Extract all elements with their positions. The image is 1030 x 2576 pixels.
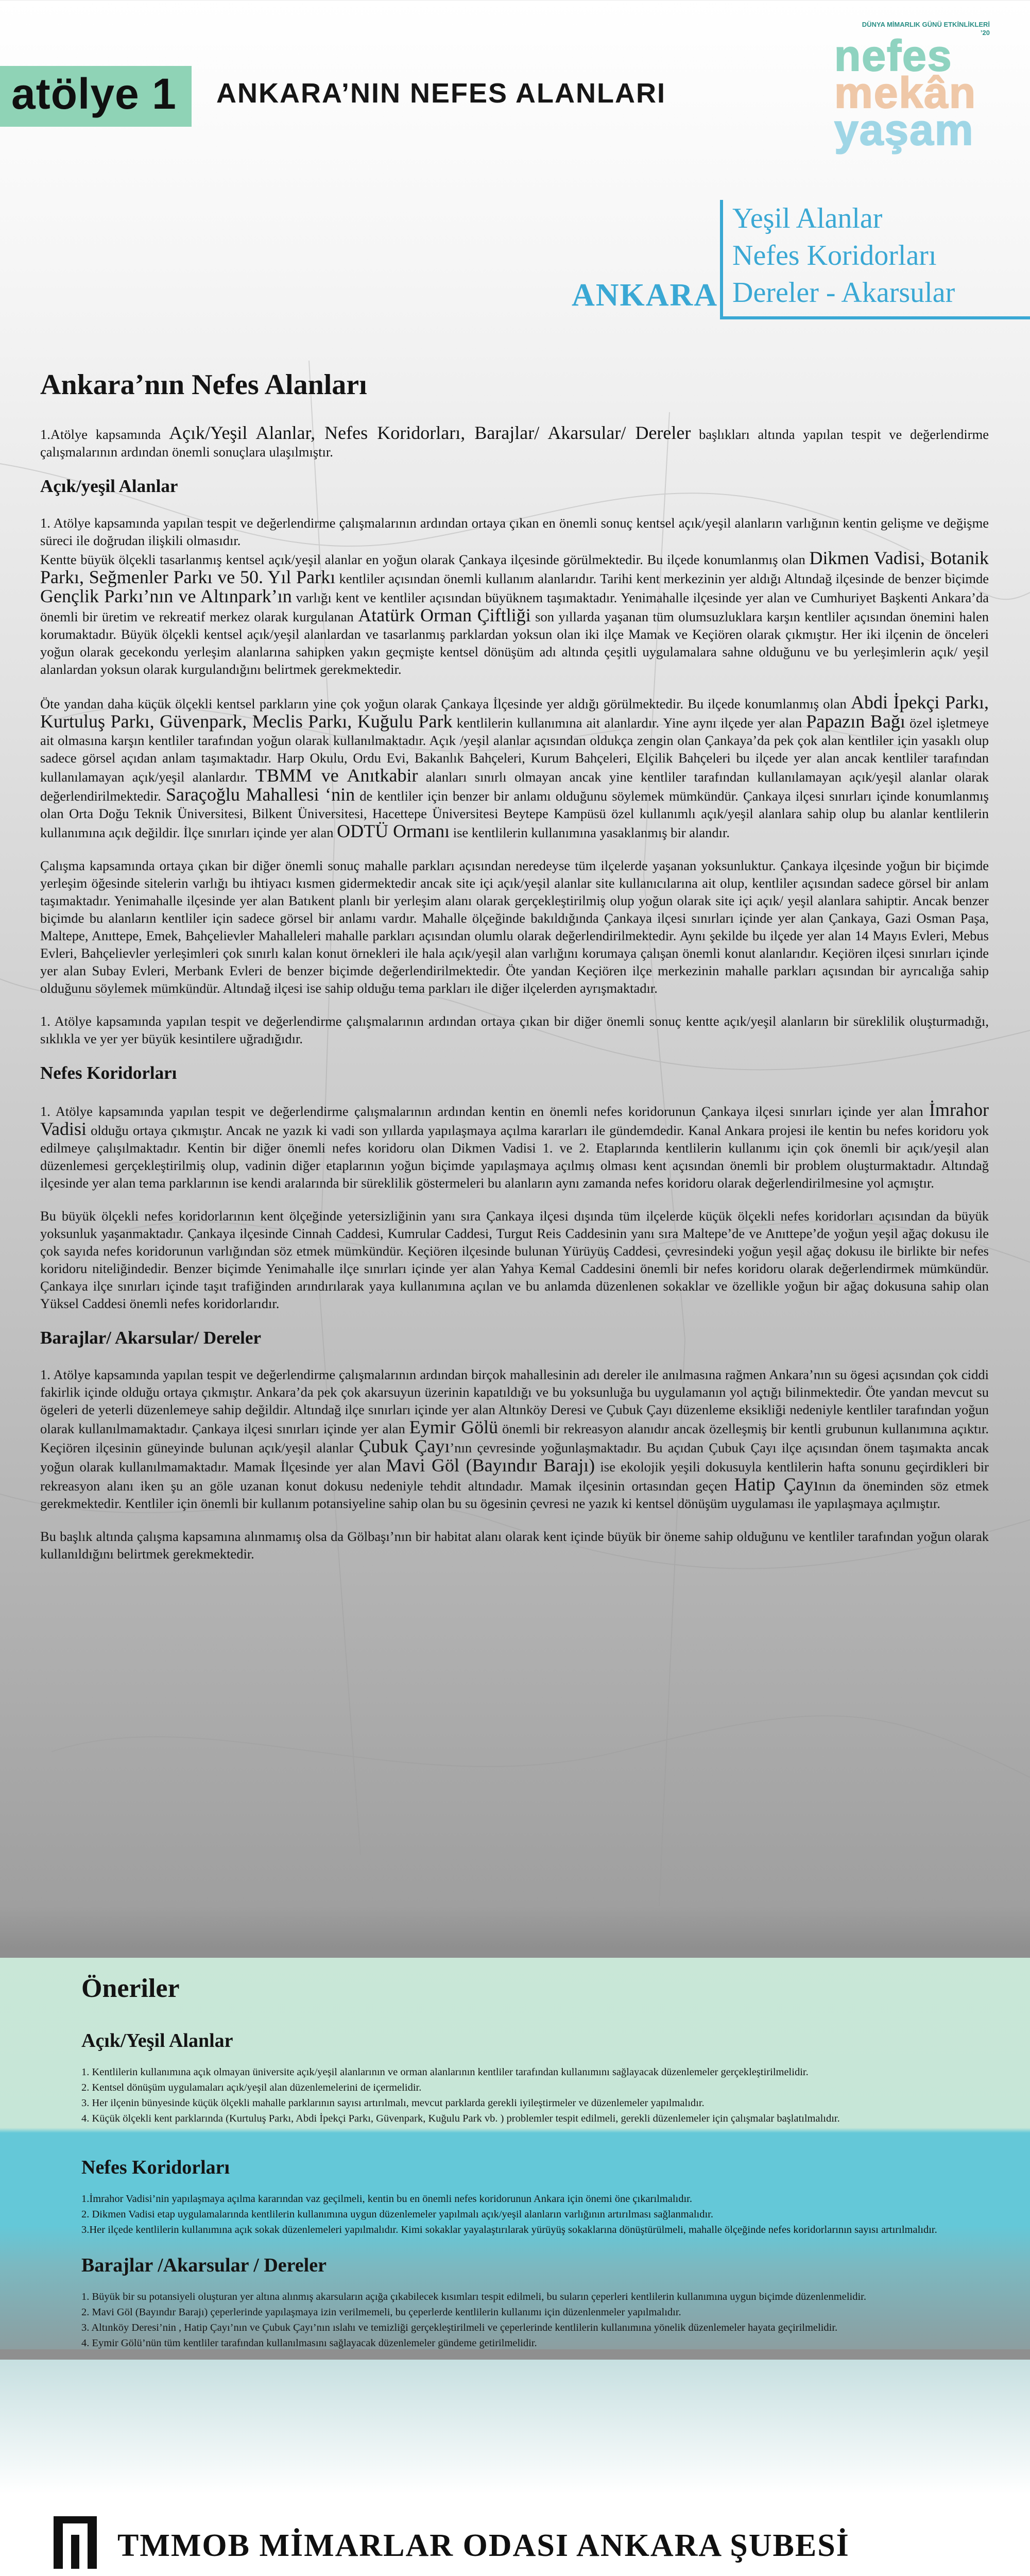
- text-run: nın da öneminden söz etmek gerekmektedir. Kentliler için önemli bir kullanım potansiyeline sahip olan bu su ögesinin çevresi ne yazık ki kentsel dönüşüm uygulaması ile yapılaşmaya açılmıştır.: [40, 1478, 989, 1511]
- article-title: Ankara’nın Nefes Alanları: [40, 369, 367, 401]
- ankara-city-label: ANKARA: [572, 278, 718, 313]
- highlight: Saraçoğlu Mahallesi ‘nin: [165, 784, 355, 805]
- rec-list-barajlar: [81, 2290, 957, 2350]
- ankara-divider-horizontal: [720, 316, 1030, 319]
- text-run: ise kentlilerin kullanımına yasaklanmış bir alandır.: [450, 825, 730, 840]
- logo-caption: DÜNYA MİMARLIK GÜNÜ ETKİNLİKLERİ: [862, 21, 990, 28]
- list-item: 2. Mavi Göl (Bayındır Barajı) çeperlerinde yapılaşmaya izin verilmemeli, bu çeperlerde kentlilerin kullanımı için düzenlenmeler yapılmalıdır.: [81, 2307, 681, 2318]
- list-item: 3.Her ilçede kentlilerin kullanımına açık sokak düzenlemeleri yapılmalıdır. Kimi sokaklar yayalaştırılarak yürüyüş sokaklarına dönüştürülmeli, mahalle ölçeğinde nefes koridorlarının sayısı artırılmalıdır.: [81, 2224, 937, 2235]
- list-item: 2. Dikmen Vadisi etap uygulamalarında kentlilerin kullanımına uygun düzenlemeler yapılmalı açık/yeşil alanların varlığının artırılması sağlanmalıdır.: [81, 2209, 714, 2220]
- highlight: Açık/Yeşil Alanlar, Nefes Koridorları, Barajlar/ Akarsular/ Dereler: [169, 422, 691, 443]
- paragraph: [40, 1101, 989, 1192]
- list-item: 1. Büyük bir su potansiyeli oluşturan yer altına alınmış akarsuların açığa çıkabilecek kısımları tespit edilmeli, bu suların çeperleri kentlilerin kullanımına uygun biçimde düzenlenmelidir.: [81, 2291, 866, 2302]
- topic-item: Dereler - Akarsular: [732, 277, 955, 309]
- highlight: Papazın Bağı: [806, 711, 905, 732]
- paragraph: [40, 693, 989, 841]
- text-run: ise ekolojik yeşili dokusuyla kentlilerin hafta sonunu geçirdikleri bir rekreasyon alanı iken şu an göle uzanan konut dokusu nedeniyle tehdit altındadır. Mamak ilçesinin ortasından geçen: [40, 1459, 989, 1494]
- section-title-barajlar: Barajlar/ Akarsular/ Dereler: [40, 1328, 261, 1348]
- paragraph: [40, 1366, 989, 1512]
- text-run: varlığı kent ve kentliler açısından büyüknem taşımaktadır. Yenimahalle ilçesinde yer alan ve Cumhuriyet Başkenti Ankara’da önemli bir üretim ve rekreatif merkez olarak kurgulanan: [40, 590, 989, 624]
- text-run: kentlilerin kullanımına ait alanlardır. Yine aynı ilçede yer alan: [452, 715, 806, 731]
- rec-group-title: Nefes Koridorları: [81, 2157, 230, 2178]
- highlight: Eymir Gölü: [409, 1417, 499, 1437]
- logo-word-yasam: yaşam: [834, 106, 974, 154]
- list-item: 4. Eymir Gölü’nün tüm kentliler tarafından kullanılmasını sağlayacak düzenlemeler gündeme getirilmelidir.: [81, 2337, 537, 2349]
- text-run: 1. Atölye kapsamında yapılan tespit ve değerlendirme çalışmalarının ardından kentin en önemli nefes koridorunun Çankaya ilçesi sınırları içinde yer alan: [40, 1104, 930, 1119]
- highlight: ODTÜ Ormanı: [337, 821, 450, 841]
- text-run: alanları sınırlı olmayan ancak yine kentliler tarafından kullanılamayan açık/yeşil alanlar olarak değerlendirilmektedir.: [40, 769, 989, 804]
- event-logo: [834, 21, 999, 154]
- text-run: olduğu ortaya çıkmıştır. Ancak ne yazık ki vadi son yıllarda yapılaşmaya açılma kararları ile gündemdedir. Kanal Ankara projesi ile kentin bu nefes koridoru yok edilmeye çalışılmaktadır. Kentin bir diğer önemli nefes koridoru olan Dikmen Vadisi 1. ve 2. Etaplarında kentlilerin kullanımı için çok önemli bir açık/yeşil alan düzenlemesi gerçekleştirilmiş olup, vadinin diğer etaplarının yoğun biçimde yapılaşmaya açılmış olması kent açısından önemli bir problem oluşturmaktadır. Altındağ ilçesinde yer alan tema parklarının ise kendi aralarında bir süreklilik göstermeleri bu alanların aynı zamanda nefes koridoru olarak değerlendirilmesine yol açmıştır.: [40, 1123, 989, 1191]
- recommendations-content: [81, 1973, 957, 2352]
- text-run: son yıllarda yaşanan tüm olumsuzluklara karşın kentliler açısından önemini halen korumaktadır. Büyük ölçekli kentsel açık/yeşil alanlardan ve tasarlanmış parklardan yoksun olan iki ilçe Mamak ve Keçiören olarak çıkmıştır. Her iki ilçenin de önceleri yoğun olarak gecekondu yerleşim alanlarına sahipken yakın geçmişte kentsel dönüşüm adı altında çeşitli uygulamalara sahne olduğunu ve bu yerleşimlerin açık/ yeşil alanlardan yoksun olarak kurgulandığını belirtmek gerekmektedir.: [40, 609, 989, 677]
- highlight: Çubuk Çayı: [358, 1436, 450, 1456]
- highlight: Mavi Göl (Bayındır Barajı): [386, 1455, 595, 1476]
- footer: [0, 2360, 1030, 2576]
- recommendations-title: Öneriler: [81, 1974, 180, 2003]
- highlight: Atatürk Orman Çiftliği: [358, 605, 531, 625]
- paragraph: 1. Atölye kapsamında yapılan tespit ve değerlendirme çalışmalarının ardından ortaya çıkan bir diğer önemli sonuç kentte açık/yeşil alanların bir süreklilik oluşturmadığı, sıklıkla ve yer yer büyük kesintilere uğradığıdır.: [40, 1013, 989, 1046]
- paragraph: 1. Atölye kapsamında yapılan tespit ve değerlendirme çalışmalarının ardından ortaya çıkan en önemli sonuç kentsel açık/yeşil alanların varlığının kentin gelişme ve değişme süreci ile doğrudan ilişkili olmasıdır.: [40, 515, 989, 548]
- list-item: 4. Küçük ölçekli kent parklarında (Kurtuluş Parkı, Abdi İpekçi Parkı, Güvenpark, Kuğulu Park vb. ) problemler tespit edilmeli, gerekli düzenlemeler için çalışmalar başlatılmalıdır.: [81, 2113, 840, 2124]
- paragraph: Bu başlık altında çalışma kapsamına alınmamış olsa da Gölbaşı’nın bir habitat alanı olarak kent içinde büyük bir öneme sahip olduğunu ve kentliler tarafından yoğun olarak kullanıldığını belirtmek gerekmektedir.: [40, 1529, 989, 1562]
- highlight: TBMM ve Anıtkabir: [255, 765, 418, 786]
- text-run: 1. Atölye kapsamında yapılan tespit ve değerlendirme çalışmalarının ardından birçok mahallesinin adı dereler ile anılmasına rağmen Ankara’nın su ögesi açısından çok ciddi fakirlik içinde olduğu ortaya çıkmıştır. Ankara’da pek çok akarsuyun üzerinin kapatıldığı ve bu yoksunluğa bu uygulamanın yol açtığı bilinmektedir. Öte yandan mevcut su ögeleri de yeterli düzenlemeye sahip değildir. Altındağ ilçe sınırları içinde yer alan Altınköy Deresi ve Çubuk Çayı düzenleme eksikliği nedeniyle kentliler tarafından yoğun olarak kullanılmamaktadır. Çankaya ilçesi sınırları içinde yer alan: [40, 1367, 989, 1436]
- logo-word-nefes: nefes: [834, 31, 953, 80]
- topic-item: Nefes Koridorları: [732, 240, 937, 272]
- rec-list-acik-yesil: [81, 2065, 957, 2125]
- logo-year: ’20: [980, 29, 990, 37]
- paragraph: Bu büyük ölçekli nefes koridorlarının kent ölçeğinde yetersizliğinin yanı sıra Çankaya ilçesi dışında tüm ilçelerde küçük ölçekli nefes koridorları açısından da büyük yoksunluk yaşanmaktadır. Çankaya ilçesinde Cinnah Caddesi, Kumrular Caddesi, Turgut Reis Caddesinin yanı sıra Maltepe’de ve Anıttepe’de yoğun yeşil ağaç dokusu ile çok sayıda nefes koridorunun varlığından söz etmek mümkündür. Keçiören ilçesinde bulunan Yürüyüş Caddesi, çevresindeki yoğun yeşil ağaç dokusu ile birlikte bir nefes koridoru niteliğindedir. Benzer biçimde Yenimahalle ilçe sınırları içinde yer alan Yahya Kemal Caddesini önemli bir nefes koridoru olarak değerlendirmek mümkündür. Çankaya ilçe sınırları içinde taşıt trafiğinden arındırılarak yaya kullanımına açılan ve bu anlamda düzenlenen sokaklar ve özellikle yoğun bir ağaç dokusuna sahip olan Yüksel Caddesi önemli nefes koridorlarıdır.: [40, 1208, 989, 1311]
- text-run: özel işletmeye ait olmasına karşın kentliler tarafından yoğun olarak kullanılmaktadır. Açık /yeşil alanlar açısından oldukça zengin olan Çankaya’da pek çok alan kentliler için yasaklı olup sadece görsel açıdan anlam taşımaktadır. Harp Okulu, Ordu Evi, Bakanlık Bahçeleri, Kurum Bahçeleri, Elçilik Bahçeleri bu ilçede yer alan ancak kentliler tarafından kullanılamayan açık/yeşil alanlardır.: [40, 715, 989, 785]
- logo-word-mekan: mekân: [834, 69, 977, 117]
- text-run: ’nın çevresinde yoğunlaşmaktadır. Bu açıdan Çubuk Çayı ilçe açısından önem taşımakta ancak yoğun olarak kullanılmamaktadır. Mamak İlçesinde yer alan: [40, 1440, 989, 1475]
- workshop-label-box: [0, 66, 192, 127]
- text-run: kentliler açısından önemli kullanım alanlarıdır. Tarihi kent merkezinin yer aldığı Altındağ ilçesinde de benzer biçimde: [335, 571, 989, 586]
- recommendations-section: [0, 1958, 1030, 2349]
- text-run: Öte yandan daha küçük ölçekli kentsel parkların yine çok yoğun olarak Çankaya İlçesinde yer aldığı görülmektedir. Bu ilçede konumlanmış olan: [40, 696, 851, 711]
- paragraph: [40, 549, 989, 678]
- ankara-divider-vertical: [720, 200, 723, 319]
- text-run: başlıkları altında yapılan tespit ve değerlendirme çalışmalarının ardından önemli sonuçlara ulaşılmıştır.: [40, 427, 989, 460]
- chamber-name: TMMOB MİMARLAR ODASI ANKARA ŞUBESİ: [117, 2528, 850, 2563]
- list-item: 1.İmrahor Vadisi’nin yapılaşmaya açılma kararından vaz geçilmeli, kentin bu en önemli nefes koridorunun Ankara için önemi öne çıkarılmalıdır.: [81, 2193, 692, 2205]
- text-run: 1.Atölye kapsamında: [40, 427, 169, 442]
- section-title-acik-yesil: Açık/yeşil Alanlar: [40, 476, 178, 496]
- chamber-logo-icon: [52, 2514, 99, 2571]
- rec-list-nefes: [81, 2192, 957, 2236]
- paragraph: Çalışma kapsamında ortaya çıkan bir diğer önemli sonuç mahalle parkları açısından neredeyse tüm ilçelerde yaşanan yoksunluktur. Çankaya ilçesinde yoğun bir biçimde yerleşim öğesinde sitelerin varlığı bu ihtiyacı kısmen gidermektedir ancak site içi açık/yeşil alanlar site kullanıcılarına ait olup, kentliler açısından sadece görsel bir anlam taşımaktadır. Yenimahalle ilçesinde yer alan Batıkent planlı bir yerleşim alanı olarak gerçekleştirilmiş olup yoğun olarak site içi açık/ yeşil alanlara sahiptir. Ancak benzer biçimde bu alanların kentliler için sadece görsel bir anlamı vardır. Mahalle ölçeğinde bakıldığında Çankaya ilçesi sınırları içinde yer alan Çankaya, Gazi Osman Paşa, Maltepe, Anıttepe, Emek, Bahçelievler Mahalleleri mahalle parkları açısından olumlu olarak değerlendirilmektedir. Aynı şekilde bu ilçede yer alan 14 Mayıs Evleri, Mebus Evleri, Bahçelievler yerleşimleri çok sınırlı kalan konut örnekleri ile hala açık/yeşil alan varlığını korumaya çalışan önemli konut alanlarıdır. Keçiören ilçesi sınırları içinde yer alan Subay Evleri, Merbank Evleri de benzer biçimde değerlendirilmektedir. Öte yandan Keçiören ilçe merkezinin mahalle parkları açısından bir ayrıcalığa sahip olduğunu söylemek mümkündür. Altındağ ilçesi ise sahip olduğu tema parkları ile diğer ilçelerden ayrışmaktadır.: [40, 858, 989, 996]
- page-title: ANKARA’NIN NEFES ALANLARI: [216, 78, 666, 109]
- rec-group-title: Barajlar /Akarsular / Dereler: [81, 2255, 327, 2276]
- list-item: 2. Kentsel dönüşüm uygulamaları açık/yeşil alan düzenlemelerini de içermelidir.: [81, 2082, 422, 2093]
- footer-gradient: [0, 2360, 1030, 2509]
- list-item: 1. Kentlilerin kullanımına açık olmayan üniversite açık/yeşil alanlarının ve orman alanlarının kentliler tarafından kullanımını sağlayacak düzenlemeler gerçekleştirilmelidir.: [81, 2066, 809, 2078]
- text-run: Kentte büyük ölçekli tasarlanmış kentsel açık/yeşil alanlar en yoğun olarak Çankaya ilçesinde görülmektedir. Bu ilçede konumlanmış olan: [40, 552, 810, 567]
- intro-paragraph: [40, 424, 989, 461]
- text-run: de kentliler için benzer bir anlamı olduğunu söylemek mümkündür. Çankaya ilçesi sınırları içinde konumlanmış olan Orta Doğu Teknik Üniversitesi, Bilkent Üniversitesi, Hacettepe Üniversitesi Beytepe Kampüsü özel kullanımlı açık/yeşil alanlara sahip olup bu alanlar kentlilerin kullanımına açık değildir. İlçe sınırları içinde yer alan: [40, 788, 989, 840]
- text-run: önemli bir rekreasyon alanıdır ancak özelleşmiş bir kentli grubunun kullanımına açıktır. Keçiören ilçesinin güneyinde bulunan açık/yeşil alanlar: [40, 1421, 989, 1455]
- highlight: Dikmen Vadisi, Botanik Parkı, Seğmenler Parkı ve 50. Yıl Parkı: [40, 548, 989, 587]
- workshop-label: atölye 1: [11, 70, 177, 118]
- highlight: Hatip Çayı: [734, 1474, 819, 1495]
- article: [40, 368, 989, 1578]
- highlight: Gençlik Parkı’nın ve Altınpark’ın: [40, 586, 292, 606]
- ankara-topic-list: [732, 200, 955, 311]
- list-item: 3. Her ilçenin bünyesinde küçük ölçekli mahalle parklarının sayısı artırılmalı, mevcut parklarda gerekli iyileştirmeler ve düzenlemeler yapılmalıdır.: [81, 2097, 705, 2109]
- topic-item: Yeşil Alanlar: [732, 202, 883, 234]
- highlight: Abdi İpekçi Parkı, Kurtuluş Parkı, Güvenpark, Meclis Parkı, Kuğulu Park: [40, 692, 989, 732]
- section-title-nefes-koridorlari: Nefes Koridorları: [40, 1063, 177, 1083]
- highlight: İmrahor Vadisi: [40, 1099, 989, 1139]
- rec-group-title: Açık/Yeşil Alanlar: [81, 2030, 233, 2052]
- list-item: 3. Altınköy Deresi’nin , Hatip Çayı’nın ve Çubuk Çayı’nın ıslahı ve temizliği gerçekleştirilmeli ve çeperlerinde kentlilerin kullanımına yönelik düzenlemeler hayata geçirilmelidir.: [81, 2322, 838, 2333]
